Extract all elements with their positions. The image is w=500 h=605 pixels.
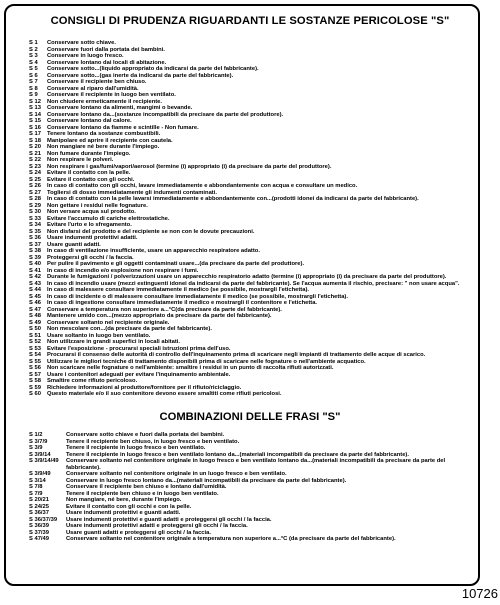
document-number: 10726 [461, 586, 498, 601]
phrase-code: S 17 [29, 131, 41, 137]
phrase-text: Non respirare i gas/fumi/vapori/aerosol (termine (i) appropriato (i) da precisare da parte del produttore). [47, 163, 332, 170]
phrase-text: Non mangiare né bere durante l'impiego. [47, 144, 160, 150]
phrase-text: In caso di ingestione consultare immediatamente il medico e mostrargli il contenitore e l'etichetta. [47, 300, 318, 306]
phrase-code: S 1/2 [29, 432, 43, 438]
phrase-text: Non chiudere ermeticamente il recipiente. [47, 98, 163, 105]
phrase-text: Non disfarsi del prodotto e del recipiente se non con le dovute precauzioni. [47, 228, 255, 235]
combinations-title: COMBINAZIONI DELLE FRASI "S" [159, 411, 341, 423]
phrase-text: Evitare l'esposizione - procurarsi speciali istruzioni prima dell'uso. [47, 345, 231, 352]
phrase-code: S 56 [29, 365, 41, 371]
phrase-text: Usare indumenti protettivi e guanti adatti. [66, 510, 181, 516]
phrase-text: In caso di malessere consultare immediatamente il medico (se possibile, mostrargli l'etichetta). [47, 287, 310, 293]
phrase-code: S 26 [29, 183, 41, 189]
phrase-code: S 3/9/14 [29, 451, 51, 458]
phrase-code: S 3/9 [29, 445, 43, 451]
phrase-code: S 50 [29, 326, 41, 332]
phrase-text: Conservare sotto...(liquido appropriato da indicarsi da parte del fabbricante). [47, 66, 259, 72]
phrase-code: S 47 [29, 306, 41, 313]
s-phrase-row [29, 391, 467, 398]
s-combination-row [29, 536, 467, 543]
phrase-text: Conservare sotto chiave e fuori dalla portata dei bambini. [66, 432, 225, 438]
phrase-code: S 41 [29, 267, 41, 274]
phrase-code: S 45 [29, 293, 41, 300]
phrase-code: S 33 [29, 215, 41, 222]
phrase-code: S 39 [29, 254, 41, 261]
phrase-text: Conservare soltanto nel recipiente originale. [47, 319, 170, 326]
phrase-code: S 37/39 [29, 529, 49, 536]
phrase-code: S 24/25 [29, 503, 49, 510]
phrase-code: S 6 [29, 72, 38, 79]
phrase-text: Usare indumenti protettivi adatti. [47, 235, 138, 241]
phrase-text: Tenere il recipiente in luogo fresco e ben ventilato. [66, 445, 206, 451]
phrase-text: Conservare soltanto nel contenitore originale in luogo fresco e ben ventilato lontano da...(materiali incompatibili da precisare da parte del fabbricante). [66, 458, 446, 471]
phrase-text: Conservare il recipiente ben chiuso. [47, 79, 147, 85]
phrase-text: Evitare il contatto con gli occhi e con la pelle. [66, 503, 192, 510]
phrase-text: Conservare soltanto nel contenitore originale a temperatura non superiore a...°C (da precisare da parte del fabbricante). [66, 536, 396, 542]
phrase-text: Smaltire come rifiuto pericoloso. [47, 378, 138, 384]
phrase-code: S 7/9 [29, 490, 43, 497]
phrase-text: Conservare soltanto nel contenitore originale in un luogo fresco e ben ventilato. [66, 471, 287, 477]
s-phrases-list [29, 40, 467, 398]
phrase-code: S 24 [29, 170, 41, 176]
phrase-code: S 42 [29, 274, 41, 280]
phrase-text: Tenere il recipiente ben chiuso, in luogo fresco e ben ventilato. [66, 438, 240, 445]
phrase-code: S 9 [29, 92, 38, 98]
phrase-code: S 52 [29, 339, 41, 345]
phrase-code: S 22 [29, 157, 41, 163]
phrase-text: Evitare il contatto con gli occhi. [47, 176, 135, 183]
phrase-text: Usare guanti adatti. [47, 241, 101, 248]
phrase-text: Tenere lontano da sostanze combustibili. [47, 131, 161, 137]
phrase-text: Richiedere informazioni al produttore/fornitore per il rifiuto/riciclaggio. [47, 384, 242, 391]
phrase-code: S 44 [29, 287, 41, 293]
phrase-text: Manipolare ed aprire il recipiente con cautela. [47, 137, 173, 144]
phrase-code: S 55 [29, 358, 41, 365]
phrase-code: S 37 [29, 241, 41, 248]
phrase-text: Procurarsi il consenso delle autorità di controllo dell'inquinamento prima di scaricare negli impianti di trattamento delle acque di scarico. [47, 352, 426, 358]
safety-advice-title: CONSIGLI DI PRUDENZA RIGUARDANTI LE SOSTANZE PERICOLOSE "S" [50, 15, 450, 27]
phrase-text: Usare indumenti protettivi adatti e proteggersi gli occhi / la faccia. [66, 523, 248, 529]
phrase-code: S 25 [29, 176, 41, 183]
phrase-text: Conservare in luogo fresco lontano da...(materiali incompatibili da precisare da parte del fabbricante). [66, 477, 347, 484]
phrase-text: Conservare in luogo fresco. [47, 53, 124, 59]
phrase-text: Questo materiale e/o il suo contenitore devono essere smaltiti come rifiuti pericolosi. [47, 391, 282, 397]
phrase-code: S 28 [29, 196, 41, 202]
phrase-text: Conservare lontano dai locali di abitazione. [47, 59, 167, 66]
phrase-code: S 36/37 [29, 510, 49, 516]
phrase-text: Tenere il recipiente ben chiuso e in luogo ben ventilato. [66, 490, 219, 497]
phrase-code: S 12 [29, 98, 41, 105]
phrase-text: Conservare lontano da alimenti, mangimi o bevande. [47, 105, 193, 111]
phrase-text: In caso di contatto con gli occhi, lavare immediatamente e abbondantemente con acqua e consultare un medico. [47, 183, 358, 189]
phrase-code: S 3/9/14/49 [29, 458, 59, 464]
phrase-code: S 1 [29, 40, 38, 46]
phrase-text: In caso di incidente o di malessere consultare immediatamente il medico (se possibile, mostrargli l'etichetta). [47, 293, 348, 300]
phrase-code: S 14 [29, 111, 41, 118]
phrase-code: S 3/14 [29, 477, 46, 484]
phrase-text: Non versare acqua sul prodotto. [47, 209, 136, 215]
phrase-code: S 30 [29, 209, 41, 215]
phrase-text: Tenere il recipiente in luogo fresco e ben ventilato lontano da...(materiali incompatibili da precisare da parte del fabbricante). [66, 451, 409, 458]
phrase-text: Conservare il recipiente in luogo ben ventilato. [47, 92, 176, 98]
phrase-code: S 7 [29, 79, 38, 85]
phrase-code: S 38 [29, 248, 41, 254]
phrase-code: S 15 [29, 118, 41, 124]
phrase-text: Evitare il contatto con la pelle. [47, 170, 131, 176]
phrase-code: S 47/49 [29, 536, 49, 542]
phrase-text: Non mescolare con...(da precisare da parte del fabbricante). [47, 326, 212, 332]
phrase-code: S 29 [29, 202, 41, 209]
phrase-code: S 57 [29, 371, 41, 378]
phrase-code: S 13 [29, 105, 41, 111]
phrase-text: Conservare lontano da...(sostanze incompatibili da precisare da parte del produttore). [47, 111, 284, 118]
phrase-text: Non fumare durante l'impiego. [47, 150, 131, 157]
phrase-text: Conservare sotto chiave. [47, 40, 116, 46]
phrase-code: S 46 [29, 300, 41, 306]
phrase-code: S 49 [29, 319, 41, 326]
phrase-code: S 5 [29, 66, 38, 72]
phrase-code: S 23 [29, 163, 41, 170]
phrase-code: S 7/8 [29, 484, 43, 490]
phrase-text: Non respirare le polveri. [47, 157, 114, 163]
phrase-text: In caso di contatto con la pelle lavarsi immediatamente e abbondantemente con...(prodotti idonei da indicarsi da parte del fabbricante). [47, 196, 419, 202]
phrase-text: Conservare il recipiente ben chiuso e lontano dall'umidità. [66, 484, 227, 490]
phrase-text: Evitare l'urto e lo sfregamento. [47, 222, 132, 228]
phrase-text: Non mangiare, né bere, durante l'impiego. [66, 497, 182, 503]
phrase-code: S 53 [29, 345, 41, 352]
phrase-text: Togliersi di dosso immediatamente gli indumenti contaminati. [47, 189, 217, 196]
phrase-text: Usare indumenti protettivi e guanti adatti e proteggersi gli occhi / la faccia. [66, 516, 272, 523]
phrase-code: S 40 [29, 261, 41, 267]
phrase-code: S 8 [29, 85, 38, 92]
phrase-text: Conservare sotto...(gas inerte da indicarsi da parte del fabbricante). [47, 72, 234, 79]
phrase-code: S 3/9/49 [29, 471, 51, 477]
phrase-text: Conservare a temperatura non superiore a...°C(da precisare da parte del fabbricante). [47, 306, 282, 313]
phrase-code: S 51 [29, 332, 41, 339]
phrase-text: Conservare lontano dal calore. [47, 118, 132, 124]
phrase-code: S 16 [29, 124, 41, 131]
phrase-code: S 20/21 [29, 497, 49, 503]
phrase-text: Usare i contenitori adeguati per evitare l'inquinamento ambientale. [47, 371, 231, 378]
phrase-text: In caso di incendio usare (mezzi estinguenti idonei da indicarsi da parte del fabbricante). Se l'acqua aumenta il rischio, precisare: " non usare acqua". [47, 280, 460, 287]
phrase-text: Per pulire il pavimento e gli oggetti contaminati usare...(da precisare da parte del produttore). [47, 261, 305, 267]
phrase-text: In caso di ventilazione insufficiente, usare un apparecchio respiratore adatto. [47, 248, 260, 254]
phrase-text: Non utilizzare in grandi superfici in locali abitati. [47, 339, 181, 345]
phrase-text: Non gettare i residui nelle fognature. [47, 202, 148, 209]
phrase-text: Mantenere umido con...(mezzo appropriato da precisare da parte del fabbricante). [47, 313, 272, 319]
phrase-code: S 36/39 [29, 523, 49, 529]
phrase-code: S 2 [29, 46, 38, 53]
phrase-code: S 60 [29, 391, 41, 397]
phrase-text: Usare soltanto in luogo ben ventilato. [47, 332, 151, 339]
phrase-text: Conservare lontano da fiamme e scintille - Non fumare. [47, 124, 199, 131]
phrase-code: S 20 [29, 144, 41, 150]
s-combination-row [29, 458, 467, 471]
phrase-code: S 54 [29, 352, 41, 358]
phrase-code: S 3/7/9 [29, 438, 48, 445]
phrase-text: Durante le fumigazioni / polverizzazioni usare un apparecchio respiratorio adatto (termine (i) appropriato (i) da precisare da parte del produttore). [47, 274, 447, 280]
phrase-code: S 27 [29, 189, 41, 196]
phrase-code: S 34 [29, 222, 41, 228]
phrase-code: S 21 [29, 150, 41, 157]
phrase-code: S 3 [29, 53, 38, 59]
phrase-code: S 35 [29, 228, 41, 235]
phrase-text: Usare guanti adatti e proteggersi gli occhi / la faccia. [66, 529, 211, 536]
phrase-code: S 36/37/39 [29, 516, 58, 523]
phrase-code: S 58 [29, 378, 41, 384]
s-combinations-list [29, 432, 467, 543]
phrase-code: S 48 [29, 313, 41, 319]
phrase-text: Evitare l'accumulo di cariche elettrostatiche. [47, 215, 170, 222]
phrase-code: S 18 [29, 137, 41, 144]
phrase-code: S 59 [29, 384, 41, 391]
phrase-code: S 43 [29, 280, 41, 287]
phrase-code: S 36 [29, 235, 41, 241]
phrase-text: Conservare fuori dalla portata dei bambini. [47, 46, 165, 53]
phrase-text: In caso di incendio e/o esplosione non respirare i fumi. [47, 267, 199, 274]
phrase-text: Utilizzare le migliori tecniche di trattamento disponibili prima di scaricare nelle fognature o nell'ambiente acquatico. [47, 358, 366, 365]
phrase-text: Conservare al riparo dall'umidità. [47, 85, 139, 92]
phrase-text: Non scaricare nelle fognature o nell'ambiente: smaltire i residui in un punto di raccolta rifiuti autorizzati. [47, 365, 334, 371]
phrase-text: Proteggersi gli occhi / la faccia. [47, 254, 134, 261]
phrase-code: S 4 [29, 59, 38, 66]
